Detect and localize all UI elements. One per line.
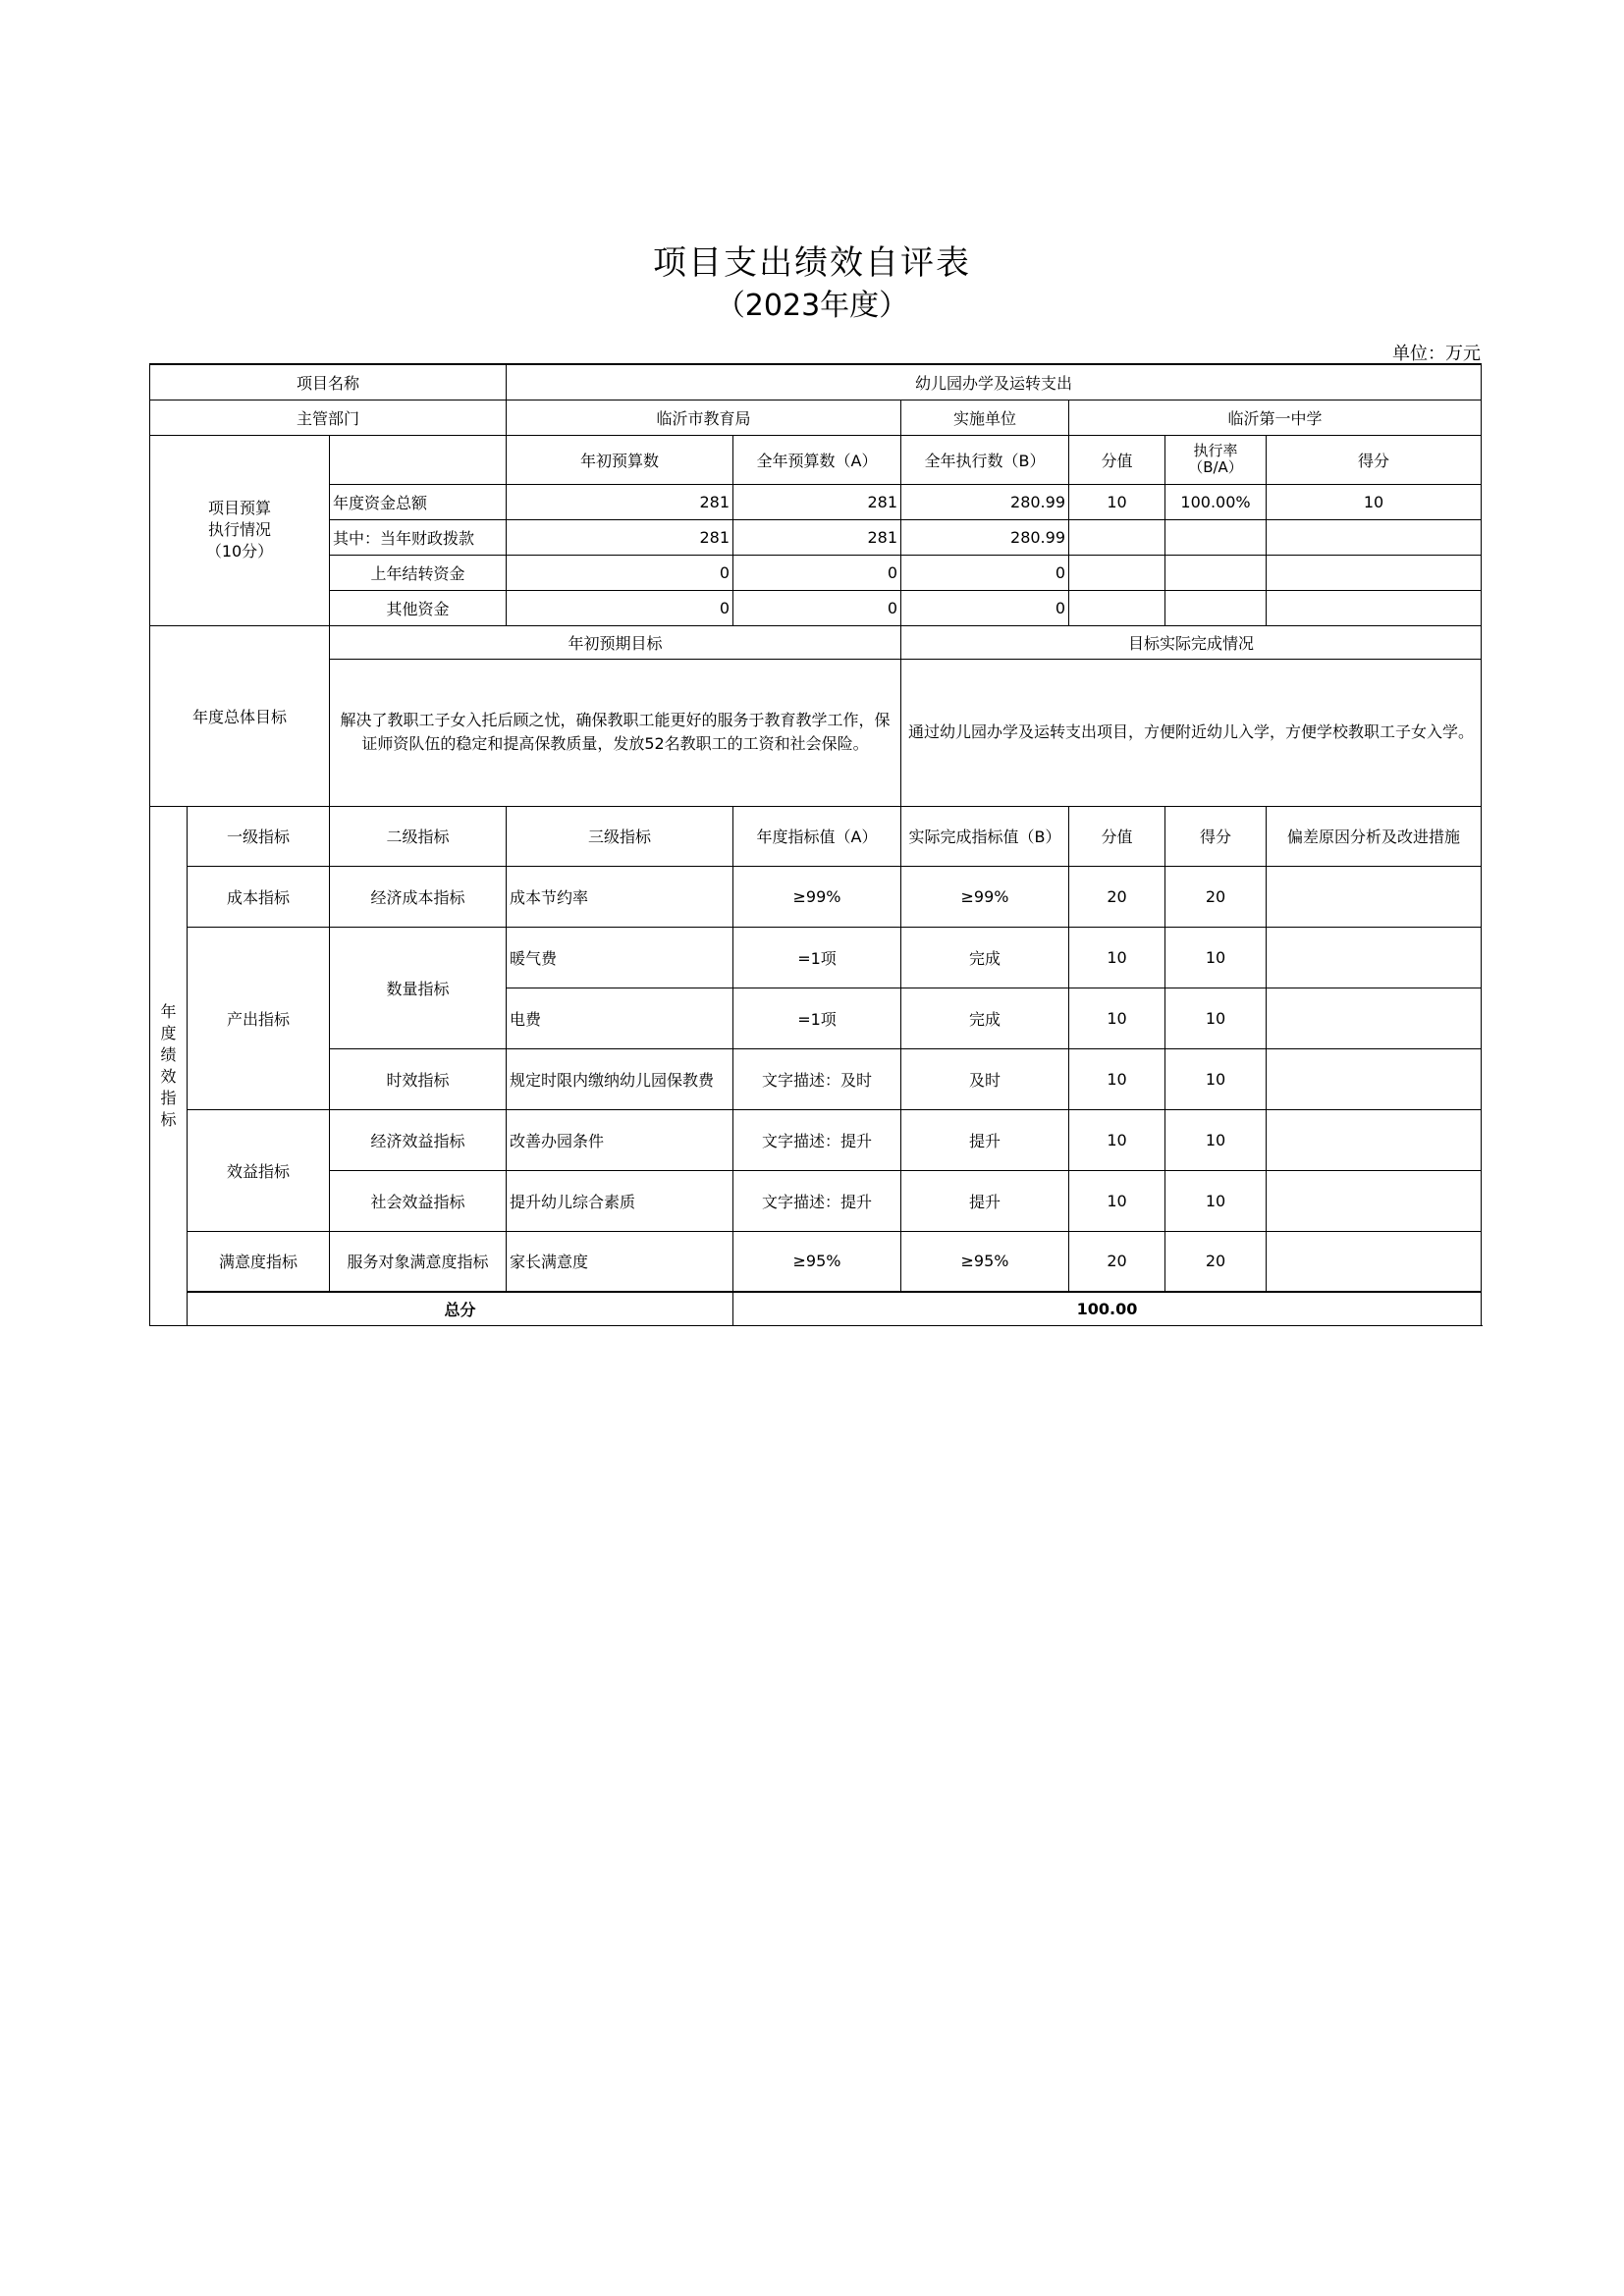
level2: 时效指标 [330,1048,507,1109]
header-annual: 全年预算数（A） [733,435,901,484]
side-char: 度 [160,1023,177,1042]
budget-annual: 0 [733,555,901,590]
score-value: 20 [1069,866,1165,927]
page-title: 项目支出绩效自评表 [653,243,971,283]
actual: 完成 [901,988,1069,1048]
target: ≥99% [733,866,901,927]
header-executed: 全年执行数（B） [901,435,1069,484]
score: 10 [1165,988,1267,1048]
score-value: 10 [1069,1170,1165,1231]
level3: 家长满意度 [507,1231,733,1292]
budget-label-2: 执行情况 [207,520,271,539]
header-level3: 三级指标 [507,806,733,866]
header-target: 年度指标值（A） [733,806,901,866]
header-actual: 实际完成指标值（B） [901,806,1069,866]
level2: 服务对象满意度指标 [330,1231,507,1292]
score: 10 [1165,1170,1267,1231]
level3: 电费 [507,988,733,1048]
budget-row-label: 上年结转资金 [330,555,507,590]
total-label: 总分 [188,1292,733,1325]
budget-row [150,590,1482,625]
dept-value: 临沂市教育局 [507,400,901,435]
budget-initial: 0 [507,590,733,625]
deviation [1267,1231,1482,1292]
header-level1: 一级指标 [188,806,330,866]
goals-label: 年度总体目标 [150,625,330,806]
budget-row-label: 其中：当年财政拨款 [330,519,507,555]
deviation [1267,1170,1482,1231]
score: 20 [1165,866,1267,927]
budget-initial: 281 [507,484,733,519]
goals-header-row [150,625,1482,659]
side-char: 效 [160,1066,177,1086]
budget-score [1267,590,1482,625]
budget-executed: 0 [901,590,1069,625]
target: =1项 [733,927,901,988]
level3: 成本节约率 [507,866,733,927]
indicator-header-row [150,806,1482,866]
budget-annual: 281 [733,519,901,555]
budget-score [1267,519,1482,555]
deviation [1267,866,1482,927]
budget-row-label: 其他资金 [330,590,507,625]
level3: 提升幼儿综合素质 [507,1170,733,1231]
score-value: 10 [1069,1109,1165,1170]
project-name-row [150,364,1482,400]
level2: 经济成本指标 [330,866,507,927]
dept-row [150,400,1482,435]
side-char: 年 [160,1001,177,1021]
actual: 提升 [901,1109,1069,1170]
score-value: 20 [1069,1231,1165,1292]
project-name-label: 项目名称 [150,364,507,400]
actual: 完成 [901,927,1069,988]
page-subtitle: （2023年度） [715,289,909,323]
actual: ≥95% [901,1231,1069,1292]
goals-actual-header: 目标实际完成情况 [901,625,1482,659]
score: 10 [1165,1109,1267,1170]
budget-label-1: 项目预算 [207,499,271,517]
goals-planned: 解决了教职工子女入托后顾之忧，确保教职工能更好的服务于教育教学工作，保证师资队伍的稳定和提高保教质量，发放52名教职工的工资和社会保险。 [330,659,901,806]
budget-annual: 0 [733,590,901,625]
budget-annual: 281 [733,484,901,519]
side-char: 绩 [160,1044,177,1064]
header-score-value: 分值 [1069,435,1165,484]
score-value: 10 [1069,1048,1165,1109]
deviation [1267,988,1482,1048]
actual: 及时 [901,1048,1069,1109]
goals-planned-header: 年初预期目标 [330,625,901,659]
deviation [1267,1048,1482,1109]
indicator-row [150,866,1482,927]
impl-value: 临沂第一中学 [1069,400,1482,435]
header-initial: 年初预算数 [507,435,733,484]
budget-initial: 281 [507,519,733,555]
budget-row-label: 年度资金总额 [330,484,507,519]
score: 10 [1165,1048,1267,1109]
header-rate-1: 执行率 [1193,442,1238,459]
level2-quantity: 数量指标 [330,927,507,1048]
budget-score-value [1069,590,1165,625]
budget-row [150,519,1482,555]
budget-row [150,484,1482,519]
budget-rate [1165,590,1267,625]
level2: 社会效益指标 [330,1170,507,1231]
indicator-row [150,1170,1482,1231]
deviation [1267,1109,1482,1170]
budget-rate: 100.00% [1165,484,1267,519]
budget-executed: 280.99 [901,484,1069,519]
budget-rate [1165,555,1267,590]
header-ind-score-value: 分值 [1069,806,1165,866]
target: ≥95% [733,1231,901,1292]
budget-rate [1165,519,1267,555]
indicator-row [150,1231,1482,1292]
indicator-side-label [150,806,188,1325]
level3: 改善办园条件 [507,1109,733,1170]
target: 文字描述：提升 [733,1109,901,1170]
header-rate-2: （B/A） [1188,458,1243,476]
level1-output: 产出指标 [188,927,330,1109]
budget-score: 10 [1267,484,1482,519]
actual: 提升 [901,1170,1069,1231]
header-ind-score: 得分 [1165,806,1267,866]
budget-section-label [150,435,330,625]
level3: 规定时限内缴纳幼儿园保教费 [507,1048,733,1109]
score: 10 [1165,927,1267,988]
total-row [150,1292,1482,1325]
total-value: 100.00 [733,1292,1482,1325]
budget-row [150,555,1482,590]
level1-cost: 成本指标 [188,866,330,927]
budget-header-blank [330,435,507,484]
target: 文字描述：及时 [733,1048,901,1109]
level1-benefit: 效益指标 [188,1109,330,1231]
budget-score-value [1069,555,1165,590]
side-char: 指 [160,1088,177,1107]
budget-initial: 0 [507,555,733,590]
budget-label-3: （10分） [205,542,274,561]
header-level2: 二级指标 [330,806,507,866]
level3: 暖气费 [507,927,733,988]
impl-label: 实施单位 [901,400,1069,435]
project-name-value: 幼儿园办学及运转支出 [507,364,1482,400]
budget-score [1267,555,1482,590]
dept-label: 主管部门 [150,400,507,435]
goals-actual: 通过幼儿园办学及运转支出项目，方便附近幼儿入学，方便学校教职工子女入学。 [901,659,1482,806]
level2: 经济效益指标 [330,1109,507,1170]
budget-header-row [150,435,1482,484]
target: =1项 [733,988,901,1048]
budget-score-value [1069,519,1165,555]
evaluation-table [149,363,1482,1326]
score: 20 [1165,1231,1267,1292]
deviation [1267,927,1482,988]
budget-executed: 0 [901,555,1069,590]
header-deviation: 偏差原因分析及改进措施 [1267,806,1482,866]
header-score: 得分 [1267,435,1482,484]
budget-score-value: 10 [1069,484,1165,519]
unit-label: 单位：万元 [1392,344,1481,364]
indicator-row [150,927,1482,988]
side-char: 标 [160,1109,177,1129]
score-value: 10 [1069,927,1165,988]
budget-executed: 280.99 [901,519,1069,555]
target: 文字描述：提升 [733,1170,901,1231]
goals-body-row [150,659,1482,806]
indicator-row [150,1048,1482,1109]
score-value: 10 [1069,988,1165,1048]
level1-satisfaction: 满意度指标 [188,1231,330,1292]
header-rate [1165,435,1267,484]
actual: ≥99% [901,866,1069,927]
indicator-row [150,1109,1482,1170]
